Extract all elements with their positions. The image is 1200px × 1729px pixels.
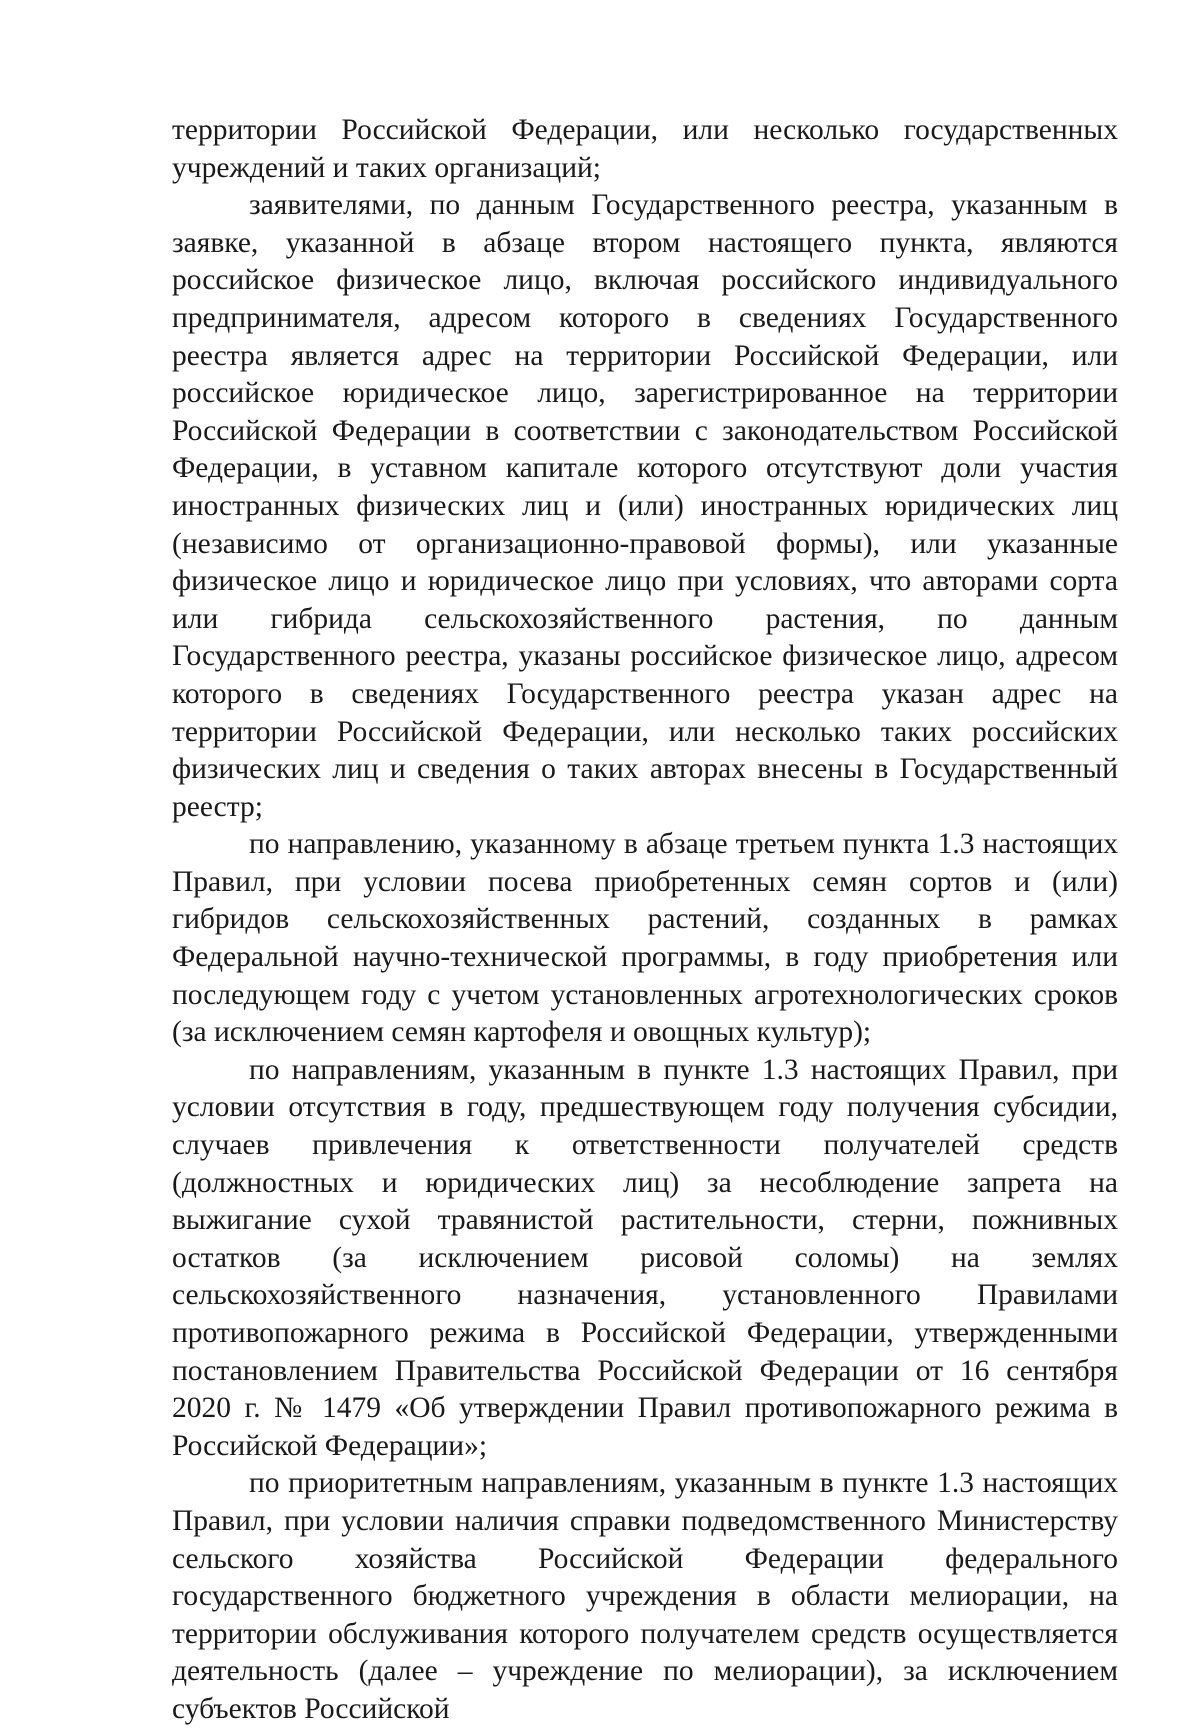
paragraph-continued: территории Российской Федерации, или несколько государственных учреждений и таких организаций;: [172, 114, 1118, 184]
paragraph-fire-safety: по направлениям, указанным в пункте 1.3 настоящих Правил, при условии отсутствия в году, предшествующем году получения субсидии, случаев привлечения к ответственности получателей средств (должностных и юридических лиц) за несоблюдение запрета на выжигание сухой травянистой растительности, стерни, пожнивных остатков (за исключением рисовой соломы) на землях сельскохозяйственного назначения, установленного Правилами противопожарного режима в Российской Федерации, утвержденными постановлением Правительства Российской Федерации от 16 сентября 2020 г. № 1479 «Об утверждении Правил противопожарного режима в Российской Федерации»;: [172, 1053, 1118, 1462]
paragraph-melioration: по приоритетным направлениям, указанным в пункте 1.3 настоящих Правил, при условии наличия справки подведомственного Министерству сельского хозяйства Российской Федерации федерального государственного бюджетного учреждения в области мелиорации, на территории обслуживания которого получателем средств осуществляется деятельность (далее – учреждение по мелиорации), за исключением субъектов Российской: [172, 1467, 1118, 1725]
paragraph-seed-sowing: по направлению, указанному в абзаце третьем пункта 1.3 настоящих Правил, при условии посева приобретенных семян сортов и (или) гибридов сельскохозяйственных растений, созданных в рамках Федеральной научно-технической программы, в году приобретения или последующем году с учетом установленных агротехнологических сроков (за исключением семян картофеля и овощных культур);: [172, 828, 1118, 1049]
paragraph-applicants: заявителями, по данным Государственного реестра, указанным в заявке, указанной в абзаце втором настоящего пункта, являются российское физическое лицо, включая российского индивидуального предпринимателя, адресом которого в сведениях Государственного реестра является адрес на территории Российской Федерации, или российское юридическое лицо, зарегистрированное на территории Российской Федерации в соответствии с законодательством Российской Федерации, в уставном капитале которого отсутствуют доли участия иностранных физических лиц и (или) иностранных юридических лиц (независимо от организационно-правовой формы), или указанные физическое лицо и юридическое лицо при условиях, что авторами сорта или гибрида сельскохозяйственного растения, по данным Государственного реестра, указаны российское физическое лицо, адресом которого в сведениях Государственного реестра указан адрес на территории Российской Федерации, или несколько таких российских физических лиц и сведения о таких авторах внесены в Государственный реестр;: [172, 189, 1118, 823]
document-body: [172, 112, 1118, 1729]
